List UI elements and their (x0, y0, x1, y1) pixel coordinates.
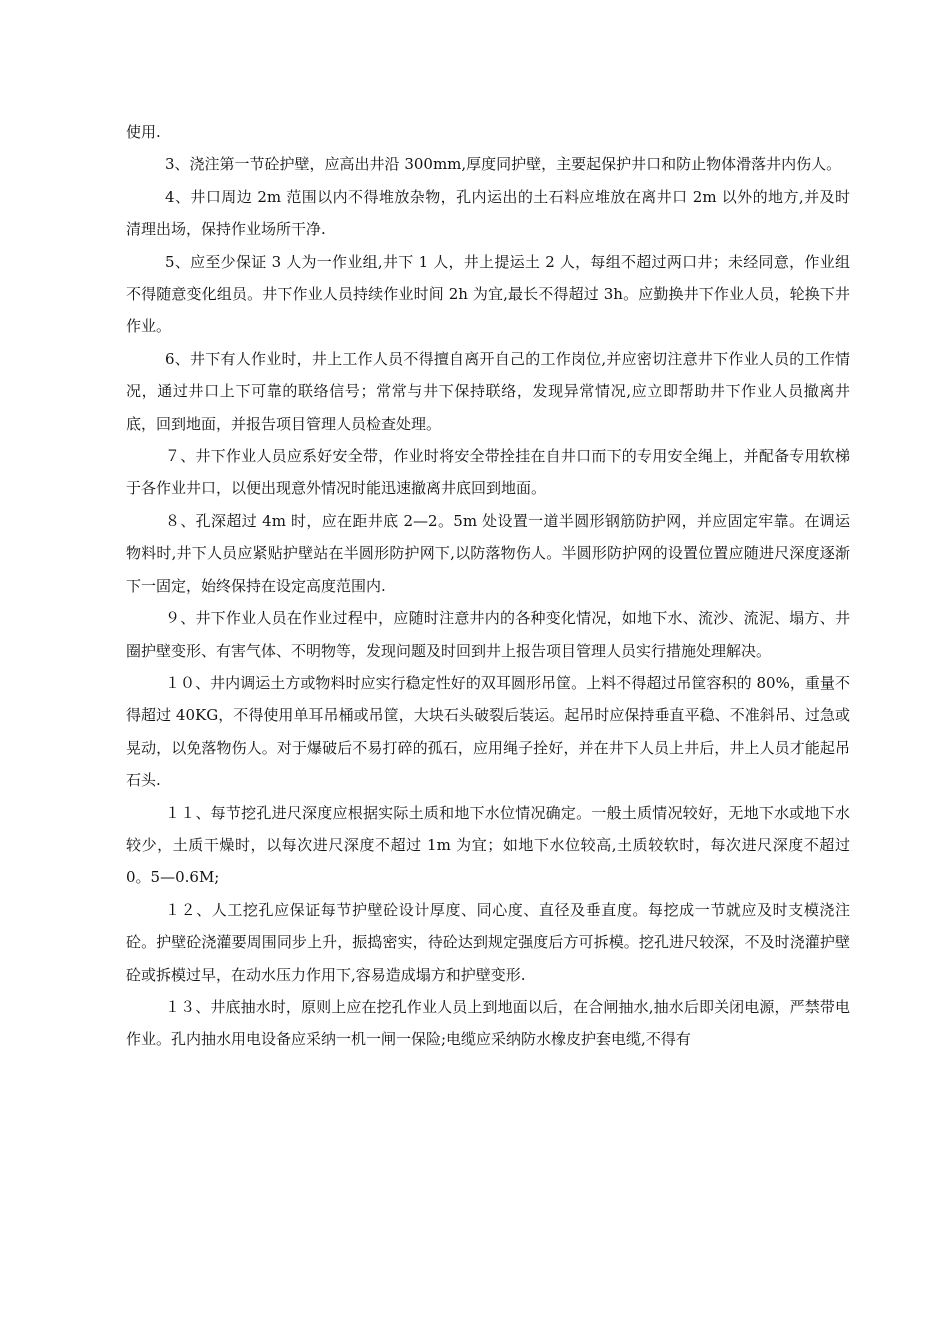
document-body (126, 116, 866, 1056)
paragraph-item-10: １０、井内调运土方或物料时应实行稳定性好的双耳圆形吊筐。上料不得超过吊筐容积的 80%，重量不得超过 40KG，不得使用单耳吊桶或吊筐，大块石头破裂后装运。起吊时应保持垂直平稳、不准斜吊、过急或晃动，以免落物伤人。对于爆破后不易打碎的孤石，应用绳子拴好，并在井下人员上井后，井上人员才能起吊石头. (126, 673, 850, 790)
paragraph-item-12: １２、人工挖孔应保证每节护壁砼设计厚度、同心度、直径及垂直度。每挖成一节就应及时支模浇注砼。护壁砼浇灌要周围同步上升，振捣密实，待砼达到规定强度后方可拆模。挖孔进尺较深，不及时浇灌护壁砼或拆模过早，在动水压力作用下,容易造成塌方和护壁变形. (126, 900, 850, 984)
paragraph-item-6: 6、井下有人作业时，井上工作人员不得擅自离开自己的工作岗位,并应密切注意井下作业人员的工作情况，通过井口上下可靠的联络信号；常常与井下保持联络，发现异常情况,应立即帮助井下作业人员撤离井底，回到地面，并报告项目管理人员检查处理。 (126, 349, 850, 433)
paragraph-item-8: ８、孔深超过 4m 时，应在距井底 2—2。5m 处设置一道半圆形钢筋防护网，并应固定牢靠。在调运物料时,井下人员应紧贴护壁站在半圆形防护网下,以防落物伤人。半圆形防护网的设置位置应随进尺深度逐渐下一固定，始终保持在设定高度范围内. (126, 511, 850, 595)
paragraph-item-5: 5、应至少保证 3 人为一作业组,井下 1 人，井上提运土 2 人，每组不超过两口井；未经同意，作业组不得随意变化组员。井下作业人员持续作业时间 2h 为宜,最长不得超过 3h。应勤换井下作业人员，轮换下井作业。 (126, 252, 850, 336)
paragraph-item-7: ７、井下作业人员应系好安全带，作业时将安全带拴挂在自井口而下的专用安全绳上，并配备专用软梯于各作业井口，以便出现意外情况时能迅速撤离井底回到地面。 (126, 447, 850, 498)
paragraph-item-9: ９、井下作业人员在作业过程中，应随时注意井内的各种变化情况，如地下水、流沙、流泥、塌方、井圈护壁变形、有害气体、不明物等，发现问题及时回到井上报告项目管理人员实行措施处理解决。 (126, 609, 850, 660)
paragraph-item-13: １３、井底抽水时，原则上应在挖孔作业人员上到地面以后，在合闸抽水,抽水后即关闭电源，严禁带电作业。孔内抽水用电设备应采纳一机一闸一保险;电缆应采纳防水橡皮护套电缆,不得有 (126, 997, 850, 1049)
paragraph-item-4: 4、井口周边 2m 范围以内不得堆放杂物，孔内运出的土石料应堆放在离井口 2m 以外的地方,并及时 清理出场，保持作业场所干净. (126, 187, 866, 239)
paragraph-continuation: 使用. (126, 123, 161, 141)
paragraph-item-11: １１、每节挖孔进尺深度应根据实际土质和地下水位情况确定。一般土质情况较好，无地下水或地下水较少，土质干燥时，以每次进尺深度不超过 1m 为宜；如地下水位较高,土质较软时，每次进尺深度不超过 0。5—0.6M; (126, 803, 850, 887)
paragraph-item-3: 3、浇注第一节砼护壁，应高出井沿 300mm,厚度同护壁，主要起保护井口和防止物体滑落井内伤人。 (165, 155, 842, 174)
